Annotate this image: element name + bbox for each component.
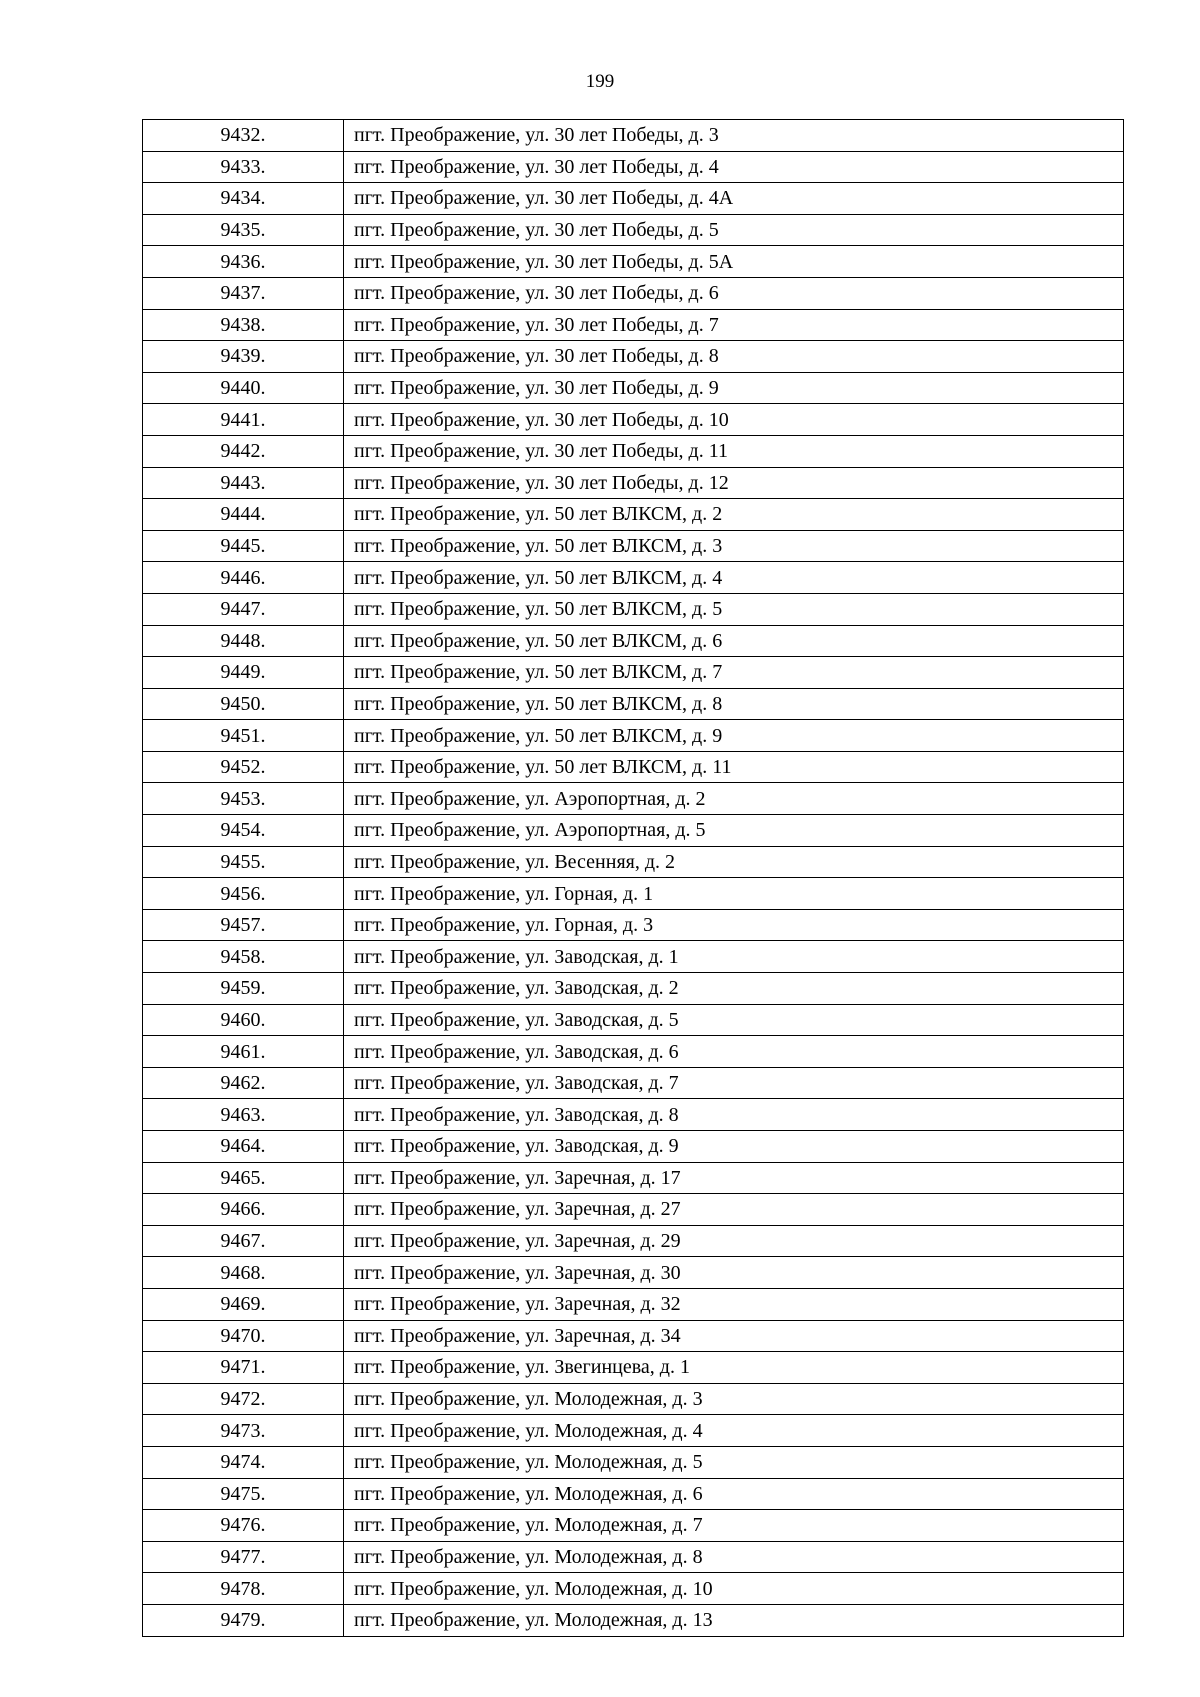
address-table — [142, 119, 1124, 1637]
row-address: пгт. Преображение, ул. 50 лет ВЛКСМ, д. 11 — [344, 751, 1124, 783]
row-address: пгт. Преображение, ул. Заречная, д. 17 — [344, 1162, 1124, 1194]
row-number: 9475. — [143, 1478, 344, 1510]
table-row — [143, 120, 1124, 152]
row-address: пгт. Преображение, ул. Молодежная, д. 13 — [344, 1604, 1124, 1636]
table-row — [143, 1604, 1124, 1636]
table-row — [143, 1352, 1124, 1384]
table-row — [143, 467, 1124, 499]
table-row — [143, 1446, 1124, 1478]
row-number: 9458. — [143, 941, 344, 973]
row-number: 9441. — [143, 404, 344, 436]
row-address: пгт. Преображение, ул. 50 лет ВЛКСМ, д. 7 — [344, 657, 1124, 689]
row-number: 9463. — [143, 1099, 344, 1131]
row-number: 9442. — [143, 435, 344, 467]
row-address: пгт. Преображение, ул. 30 лет Победы, д. 3 — [344, 120, 1124, 152]
table-row — [143, 1288, 1124, 1320]
row-address: пгт. Преображение, ул. Заречная, д. 30 — [344, 1257, 1124, 1289]
row-address: пгт. Преображение, ул. Молодежная, д. 4 — [344, 1415, 1124, 1447]
row-address: пгт. Преображение, ул. Молодежная, д. 10 — [344, 1573, 1124, 1605]
row-number: 9438. — [143, 309, 344, 341]
row-address: пгт. Преображение, ул. Аэропортная, д. 5 — [344, 815, 1124, 847]
row-number: 9459. — [143, 973, 344, 1005]
row-address: пгт. Преображение, ул. Заводская, д. 1 — [344, 941, 1124, 973]
row-address: пгт. Преображение, ул. 50 лет ВЛКСМ, д. 2 — [344, 499, 1124, 531]
row-number: 9432. — [143, 120, 344, 152]
row-number: 9452. — [143, 751, 344, 783]
table-row — [143, 1573, 1124, 1605]
table-row — [143, 1225, 1124, 1257]
row-address: пгт. Преображение, ул. Горная, д. 1 — [344, 878, 1124, 910]
row-address: пгт. Преображение, ул. Заводская, д. 2 — [344, 973, 1124, 1005]
row-address: пгт. Преображение, ул. Звегинцева, д. 1 — [344, 1352, 1124, 1384]
row-address: пгт. Преображение, ул. Молодежная, д. 7 — [344, 1510, 1124, 1542]
row-address: пгт. Преображение, ул. 30 лет Победы, д. 11 — [344, 435, 1124, 467]
table-row — [143, 909, 1124, 941]
row-number: 9455. — [143, 846, 344, 878]
row-number: 9449. — [143, 657, 344, 689]
row-address: пгт. Преображение, ул. 30 лет Победы, д. 8 — [344, 341, 1124, 373]
row-number: 9465. — [143, 1162, 344, 1194]
row-address: пгт. Преображение, ул. Молодежная, д. 5 — [344, 1446, 1124, 1478]
table-row — [143, 151, 1124, 183]
row-number: 9467. — [143, 1225, 344, 1257]
row-address: пгт. Преображение, ул. Аэропортная, д. 2 — [344, 783, 1124, 815]
table-row — [143, 1415, 1124, 1447]
table-row — [143, 1162, 1124, 1194]
row-number: 9436. — [143, 246, 344, 278]
table-row — [143, 625, 1124, 657]
address-table-body — [143, 120, 1124, 1637]
row-address: пгт. Преображение, ул. Весенняя, д. 2 — [344, 846, 1124, 878]
row-address: пгт. Преображение, ул. 50 лет ВЛКСМ, д. 8 — [344, 688, 1124, 720]
table-row — [143, 783, 1124, 815]
row-address: пгт. Преображение, ул. 30 лет Победы, д. 4А — [344, 183, 1124, 215]
row-address: пгт. Преображение, ул. 30 лет Победы, д. 5 — [344, 214, 1124, 246]
row-address: пгт. Преображение, ул. Горная, д. 3 — [344, 909, 1124, 941]
row-number: 9457. — [143, 909, 344, 941]
table-row — [143, 688, 1124, 720]
table-row — [143, 1383, 1124, 1415]
row-number: 9445. — [143, 530, 344, 562]
row-address: пгт. Преображение, ул. Молодежная, д. 6 — [344, 1478, 1124, 1510]
row-number: 9474. — [143, 1446, 344, 1478]
row-number: 9447. — [143, 593, 344, 625]
row-number: 9478. — [143, 1573, 344, 1605]
row-address: пгт. Преображение, ул. Заречная, д. 34 — [344, 1320, 1124, 1352]
table-row — [143, 1257, 1124, 1289]
row-number: 9437. — [143, 277, 344, 309]
row-number: 9454. — [143, 815, 344, 847]
row-address: пгт. Преображение, ул. Заречная, д. 27 — [344, 1194, 1124, 1226]
row-number: 9448. — [143, 625, 344, 657]
row-number: 9434. — [143, 183, 344, 215]
row-address: пгт. Преображение, ул. 50 лет ВЛКСМ, д. 9 — [344, 720, 1124, 752]
row-address: пгт. Преображение, ул. 30 лет Победы, д. 12 — [344, 467, 1124, 499]
table-row — [143, 1510, 1124, 1542]
table-row — [143, 1036, 1124, 1068]
table-row — [143, 720, 1124, 752]
table-row — [143, 1194, 1124, 1226]
table-row — [143, 973, 1124, 1005]
table-row — [143, 1478, 1124, 1510]
row-address: пгт. Преображение, ул. Заводская, д. 5 — [344, 1004, 1124, 1036]
table-row — [143, 1067, 1124, 1099]
row-number: 9472. — [143, 1383, 344, 1415]
table-row — [143, 1320, 1124, 1352]
table-row — [143, 499, 1124, 531]
table-row — [143, 593, 1124, 625]
table-row — [143, 404, 1124, 436]
row-number: 9444. — [143, 499, 344, 531]
row-address: пгт. Преображение, ул. 30 лет Победы, д. 5А — [344, 246, 1124, 278]
table-row — [143, 751, 1124, 783]
table-row — [143, 815, 1124, 847]
row-address: пгт. Преображение, ул. Заводская, д. 6 — [344, 1036, 1124, 1068]
row-number: 9446. — [143, 562, 344, 594]
table-row — [143, 530, 1124, 562]
row-address: пгт. Преображение, ул. Заводская, д. 8 — [344, 1099, 1124, 1131]
row-address: пгт. Преображение, ул. Заречная, д. 32 — [344, 1288, 1124, 1320]
row-number: 9456. — [143, 878, 344, 910]
row-number: 9439. — [143, 341, 344, 373]
row-number: 9462. — [143, 1067, 344, 1099]
table-row — [143, 878, 1124, 910]
table-row — [143, 941, 1124, 973]
row-number: 9464. — [143, 1131, 344, 1163]
row-address: пгт. Преображение, ул. 30 лет Победы, д. 7 — [344, 309, 1124, 341]
row-number: 9473. — [143, 1415, 344, 1447]
table-row — [143, 846, 1124, 878]
row-address: пгт. Преображение, ул. 30 лет Победы, д. 6 — [344, 277, 1124, 309]
row-address: пгт. Преображение, ул. 50 лет ВЛКСМ, д. 4 — [344, 562, 1124, 594]
row-number: 9466. — [143, 1194, 344, 1226]
row-number: 9450. — [143, 688, 344, 720]
row-number: 9453. — [143, 783, 344, 815]
row-number: 9433. — [143, 151, 344, 183]
row-address: пгт. Преображение, ул. Заводская, д. 7 — [344, 1067, 1124, 1099]
row-number: 9461. — [143, 1036, 344, 1068]
row-number: 9451. — [143, 720, 344, 752]
row-address: пгт. Преображение, ул. Молодежная, д. 3 — [344, 1383, 1124, 1415]
row-number: 9476. — [143, 1510, 344, 1542]
row-number: 9440. — [143, 372, 344, 404]
row-address: пгт. Преображение, ул. Заводская, д. 9 — [344, 1131, 1124, 1163]
row-address: пгт. Преображение, ул. 30 лет Победы, д. 4 — [344, 151, 1124, 183]
table-row — [143, 562, 1124, 594]
row-address: пгт. Преображение, ул. 50 лет ВЛКСМ, д. 5 — [344, 593, 1124, 625]
table-row — [143, 214, 1124, 246]
page-number: 199 — [585, 71, 615, 92]
row-number: 9470. — [143, 1320, 344, 1352]
table-row — [143, 341, 1124, 373]
table-row — [143, 657, 1124, 689]
row-address: пгт. Преображение, ул. 30 лет Победы, д. 9 — [344, 372, 1124, 404]
table-row — [143, 372, 1124, 404]
row-number: 9460. — [143, 1004, 344, 1036]
table-row — [143, 1004, 1124, 1036]
row-number: 9469. — [143, 1288, 344, 1320]
table-row — [143, 277, 1124, 309]
row-address: пгт. Преображение, ул. 50 лет ВЛКСМ, д. 3 — [344, 530, 1124, 562]
row-number: 9468. — [143, 1257, 344, 1289]
table-row — [143, 435, 1124, 467]
row-address: пгт. Преображение, ул. Заречная, д. 29 — [344, 1225, 1124, 1257]
table-row — [143, 1131, 1124, 1163]
row-number: 9443. — [143, 467, 344, 499]
table-row — [143, 246, 1124, 278]
row-number: 9479. — [143, 1604, 344, 1636]
row-number: 9471. — [143, 1352, 344, 1384]
table-row — [143, 183, 1124, 215]
row-number: 9435. — [143, 214, 344, 246]
row-number: 9477. — [143, 1541, 344, 1573]
row-address: пгт. Преображение, ул. Молодежная, д. 8 — [344, 1541, 1124, 1573]
table-row — [143, 309, 1124, 341]
row-address: пгт. Преображение, ул. 50 лет ВЛКСМ, д. 6 — [344, 625, 1124, 657]
table-row — [143, 1099, 1124, 1131]
row-address: пгт. Преображение, ул. 30 лет Победы, д. 10 — [344, 404, 1124, 436]
table-row — [143, 1541, 1124, 1573]
